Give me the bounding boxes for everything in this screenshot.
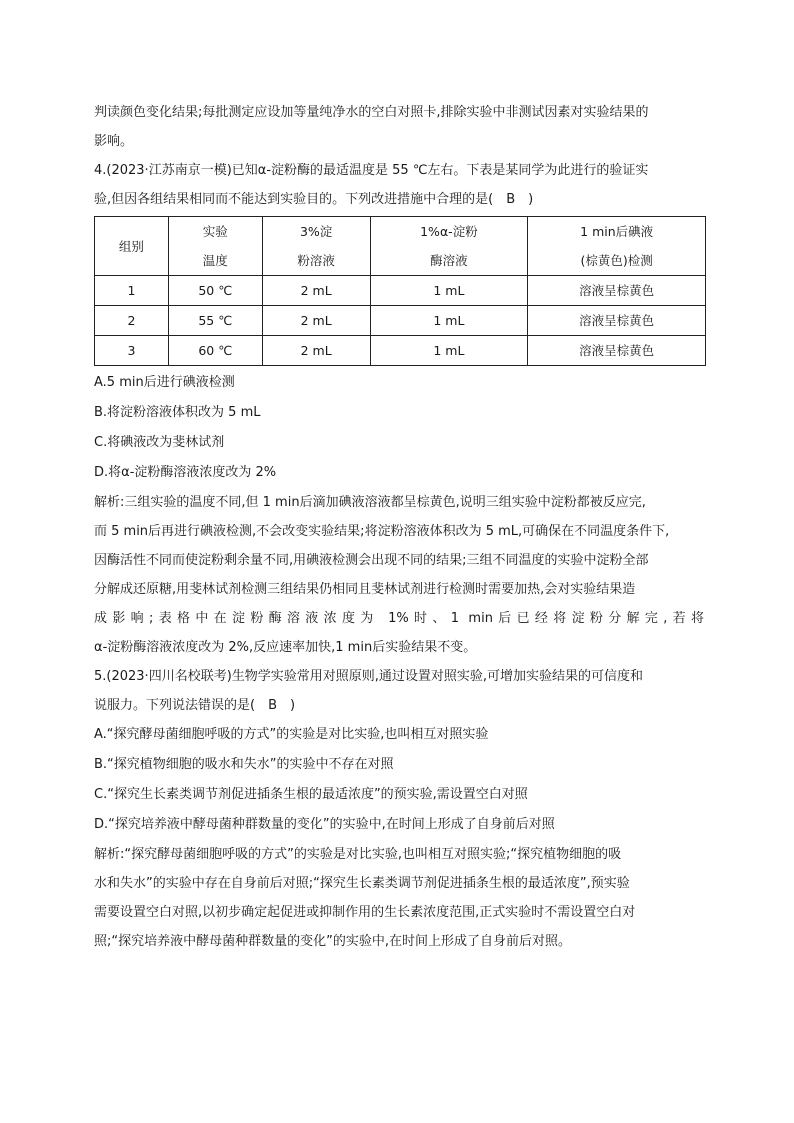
header-group: 组别 xyxy=(95,217,169,276)
q5-stem-line-1: 5.(2023·四川名校联考)生物学实验常用对照原则,通过设置对照实验,可增加实验结果的可信度和 xyxy=(94,669,644,684)
table-cell: 2 mL xyxy=(262,276,370,306)
table-row xyxy=(95,336,706,366)
table-cell: 1 mL xyxy=(370,306,528,336)
header-temperature: 实验 温度 xyxy=(168,217,262,276)
header-iodine-test: 1 min后碘液 (棕黄色)检测 xyxy=(528,217,706,276)
q4-analysis-line: 因酶活性不同而使淀粉剩余量不同,用碘液检测会出现不同的结果;三组不同温度的实验中淀粉全部 xyxy=(94,553,649,568)
q4-option-b: B.将淀粉溶液体积改为 5 mL xyxy=(94,405,261,420)
q4-analysis-line: 成影响;表格中在淀粉酶溶液浓度为 1%时、1 min后已经将淀粉分解完,若将 xyxy=(94,611,704,626)
enzyme-experiment-table xyxy=(94,216,706,366)
q5-analysis-line: 解析:“探究酵母菌细胞呼吸的方式”的实验是对比实验,也叫相互对照实验;“探究植物细胞的吸 xyxy=(94,847,622,862)
q4-stem-line-1: 4.(2023·江苏南京一模)已知α-淀粉酶的最适温度是 55 ℃左右。下表是某同学为此进行的验证实 xyxy=(94,163,649,178)
q5-option-a: A.“探究酵母菌细胞呼吸的方式”的实验是对比实验,也叫相互对照实验 xyxy=(94,727,489,742)
header-amylase-solution: 1%α-淀粉 酶溶液 xyxy=(370,217,528,276)
table-cell: 2 mL xyxy=(262,336,370,366)
q5-option-b: B.“探究植物细胞的吸水和失水”的实验中不存在对照 xyxy=(94,757,394,772)
q5-analysis-line: 需要设置空白对照,以初步确定起促进或抑制作用的生长素浓度范围,正式实验时不需设置空白对 xyxy=(94,905,636,920)
table-cell: 溶液呈棕黄色 xyxy=(528,276,706,306)
q5-option-c: C.“探究生长素类调节剂促进插条生根的最适浓度”的预实验,需设置空白对照 xyxy=(94,787,528,802)
table-cell: 3 xyxy=(95,336,169,366)
q4-analysis-line: 分解成还原糖,用斐林试剂检测三组结果仍相同且斐林试剂进行检测时需要加热,会对实验结果造 xyxy=(94,582,636,597)
table-cell: 1 mL xyxy=(370,336,528,366)
table-cell: 溶液呈棕黄色 xyxy=(528,336,706,366)
q5-analysis-line: 照;“探究培养液中酵母菌种群数量的变化”的实验中,在时间上形成了自身前后对照。 xyxy=(94,934,571,949)
table-cell: 50 ℃ xyxy=(168,276,262,306)
table-cell: 2 xyxy=(95,306,169,336)
q4-analysis-line: α-淀粉酶溶液浓度改为 2%,反应速率加快,1 min后实验结果不变。 xyxy=(94,640,477,655)
q4-option-d: D.将α-淀粉酶溶液浓度改为 2% xyxy=(94,465,277,480)
table-row xyxy=(95,276,706,306)
table-cell: 1 xyxy=(95,276,169,306)
table-cell: 溶液呈棕黄色 xyxy=(528,306,706,336)
q5-analysis-line: 水和失水”的实验中存在自身前后对照;“探究生长素类调节剂促进插条生根的最适浓度”,预实验 xyxy=(94,876,630,891)
q5-stem-line-2: 说服力。下列说法错误的是( B ) xyxy=(94,698,296,713)
q4-option-c: C.将碘液改为斐林试剂 xyxy=(94,435,225,450)
q4-analysis-line: 解析:三组实验的温度不同,但 1 min后滴加碘液溶液都呈棕黄色,说明三组实验中淀粉都被反应完, xyxy=(94,495,646,510)
q4-option-a: A.5 min后进行碘液检测 xyxy=(94,375,235,390)
table-cell: 2 mL xyxy=(262,306,370,336)
page-content xyxy=(94,98,704,956)
intro-line-2: 影响。 xyxy=(94,134,134,149)
table-cell: 1 mL xyxy=(370,276,528,306)
header-starch-solution: 3%淀 粉溶液 xyxy=(262,217,370,276)
intro-line-1: 判读颜色变化结果;每批测定应设加等量纯净水的空白对照卡,排除实验中非测试因素对实验结果的 xyxy=(94,105,649,120)
q4-analysis-line: 而 5 min后再进行碘液检测,不会改变实验结果;将淀粉溶液体积改为 5 mL,可确保在不同温度条件下, xyxy=(94,524,670,539)
table-row xyxy=(95,306,706,336)
table-cell: 60 ℃ xyxy=(168,336,262,366)
table-header-row xyxy=(95,217,706,276)
q5-option-d: D.“探究培养液中酵母菌种群数量的变化”的实验中,在时间上形成了自身前后对照 xyxy=(94,817,555,832)
q4-stem-line-2: 验,但因各组结果相同而不能达到实验目的。下列改进措施中合理的是( B ) xyxy=(94,192,534,207)
table-cell: 55 ℃ xyxy=(168,306,262,336)
